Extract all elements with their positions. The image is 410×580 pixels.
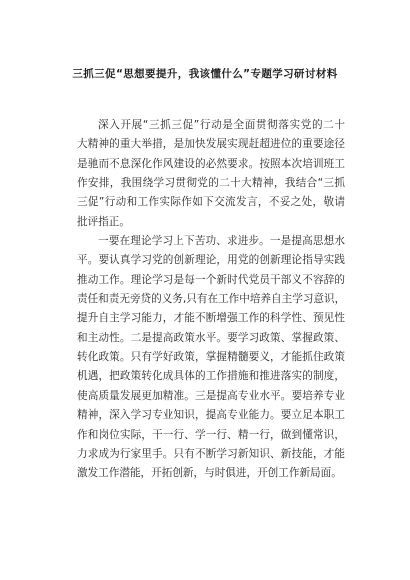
paragraph-line: 批评指正。 (77, 215, 130, 228)
paragraph-line: 提升自主学习能力，才能不断增强工作的科学性、预见性 (77, 312, 345, 325)
paragraph-line: 使高质量发展更加精准。三是提高专业水平。要培养专业 (77, 389, 345, 402)
paragraph-line: 平。要认真学习党的创新理论，用党的创新理论指导实践 (77, 254, 345, 267)
document-title: 三抓三促“思想要提升，我该懂什么”专题学习研讨材料 (72, 68, 338, 80)
paragraph-line: 三促”行动和工作实际作如下交流发言，不妥之处，敬请 (77, 196, 345, 209)
paragraph-line: 大精神的重大举措，是加快发展实现赶超进位的重要途径 (77, 138, 345, 151)
paragraph-line: 转化政策。只有学好政策，掌握精髓要义，才能抓住政策 (77, 351, 345, 364)
paragraph-line: 和主动性。二是提高政策水平。要学习政策、掌握政策、 (77, 331, 345, 344)
document-body (77, 116, 345, 484)
paragraph-line: 是驰而不息深化作风建设的必然要求。按照本次培训班工 (77, 157, 345, 170)
paragraph-line: 深入开展“三抓三促”行动是全面贯彻落实党的二十 (98, 119, 345, 131)
paragraph-line: 一要在理论学习上下苦功、求进步。一是提高思想水 (98, 235, 345, 248)
paragraph-line: 作和岗位实际，干一行、学一行、精一行，做到懂常识， (77, 428, 345, 441)
paragraph-line: 推动工作。理论学习是每一个新时代党员干部义不容辞的 (77, 273, 345, 286)
paragraph-line: 力求成为行家里手。只有不断学习新知识、新技能，才能 (77, 447, 345, 460)
paragraph-line: 精神，深入学习专业知识，提高专业能力。要立足本职工 (77, 409, 345, 422)
paragraph-line: 激发工作潜能，开拓创新，与时俱进，开创工作新局面。 (77, 467, 342, 480)
paragraph-line: 作安排，我围绕学习贯彻党的二十大精神，我结合“三抓 (77, 177, 345, 190)
paragraph-line: 机遇，把政策转化成具体的工作措施和推进落实的制度， (77, 370, 345, 383)
paragraph-line: 责任和责无旁贷的义务,只有在工作中培养自主学习意识， (77, 293, 346, 306)
